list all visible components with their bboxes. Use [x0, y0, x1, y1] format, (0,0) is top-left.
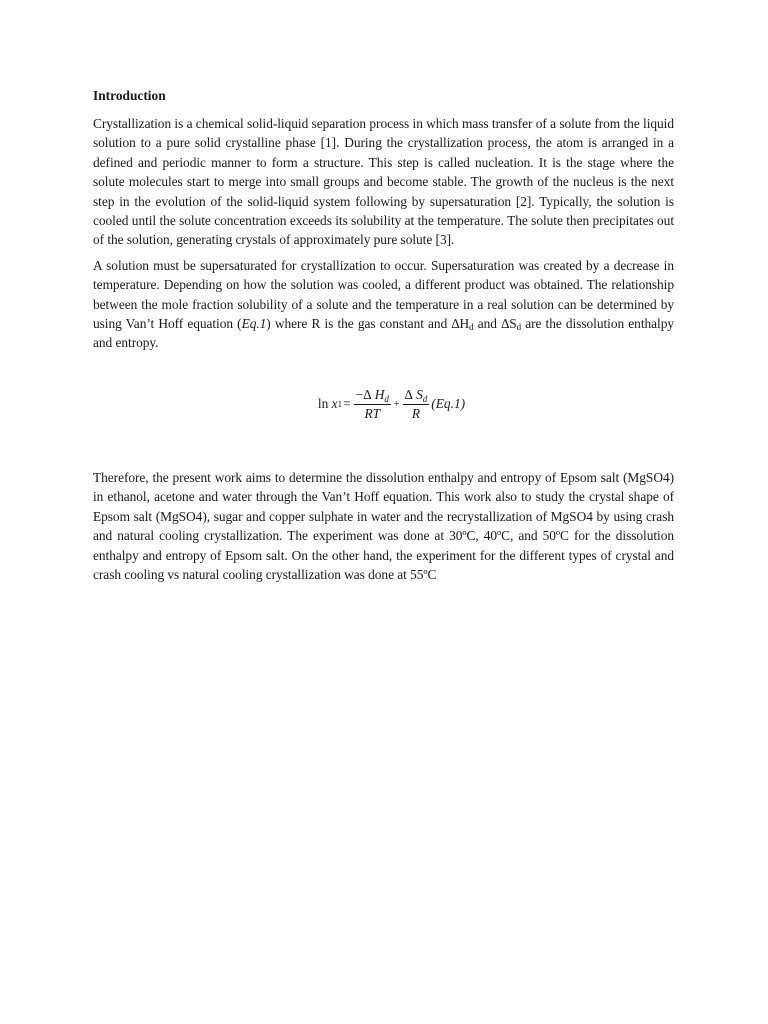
enthalpy-denominator: RT: [364, 405, 381, 421]
entropy-variable: S: [416, 386, 423, 402]
paragraph-intro: Crystallization is a chemical solid-liquid separation process in which mass transfer of a solute from the liquid solution to a pure solid crystalline phase [1]. During the crystallization process, the atom is arranged in a defined and periodic manner to form a structure. This step is called nucleation. It is the stage where the solute molecules start to merge into small groups and become stable. The growth of the nucleus is the next step in the evolution of the solid-liquid system following by supersaturation [2]. Typically, the solution is cooled until the solute concentration exceeds its solubility at the temperature. The solute then precipitates out of the solution, generating crystals of approximately pure solute [3].: [93, 116, 674, 248]
paragraph-text: and: [473, 316, 502, 332]
entropy-denominator: R: [411, 405, 421, 421]
paragraph-text: ) where R is the gas constant and: [266, 316, 452, 332]
minus-delta: −∆: [355, 386, 375, 402]
paragraph-supersaturation: [93, 256, 674, 353]
equation-reference: Eq.1: [241, 316, 267, 332]
section-heading: Introduction: [93, 88, 166, 103]
equation-lhs: ln x 1 =: [317, 396, 351, 412]
paragraph-text: are the dissolution enthalpy and entropy.: [93, 316, 674, 351]
paragraph-text: A solution must be supersaturated for crystallization to occur. Supersaturation was created by a decrease in temperature. Depending on how the solution was cooled, a different product was obtained. The relationship between the mole fraction solubility of a solute and the temperature in a real solution can be determined by using Van’t Hoff equation (: [93, 257, 674, 332]
enthalpy-fraction: [354, 387, 391, 422]
enthalpy-subscript: d: [469, 322, 474, 333]
enthalpy-variable: H: [374, 386, 385, 402]
equals-sign: =: [343, 396, 351, 412]
delta: ∆: [404, 386, 417, 402]
entropy-variable-subscript: d: [422, 393, 428, 404]
document-page: [93, 86, 674, 590]
plus-sign: +: [393, 398, 400, 410]
enthalpy-numerator: [354, 387, 391, 405]
entropy-numerator: [403, 387, 430, 405]
entropy-fraction: [403, 387, 430, 422]
enthalpy-variable-subscript: d: [384, 393, 389, 404]
ln-operator: ln: [317, 396, 329, 412]
enthalpy-symbol: ∆H: [451, 316, 470, 332]
entropy-symbol: ∆S: [501, 316, 517, 332]
entropy-subscript: d: [516, 322, 522, 333]
mole-fraction-variable: x: [331, 396, 338, 412]
paragraph-aims: Therefore, the present work aims to determine the dissolution enthalpy and entropy of Epsom salt (MgSO4) in ethanol, acetone and water through the Van’t Hoff equation. This work also to study the crystal shape of Epsom salt (MgSO4), sugar and copper sulphate in water and the recrystallization of MgSO4 by using crash and natural cooling crystallization. The experiment was done at 30ºC, 40ºC, and 50ºC for the dissolution enthalpy and entropy of Epsom salt. On the other hand, the experiment for the different types of crystal and crash cooling vs natural cooling crystallization was done at 55ºC: [93, 469, 674, 582]
vant-hoff-equation: [93, 387, 674, 422]
equation-tag: (Eq.1): [431, 396, 466, 412]
